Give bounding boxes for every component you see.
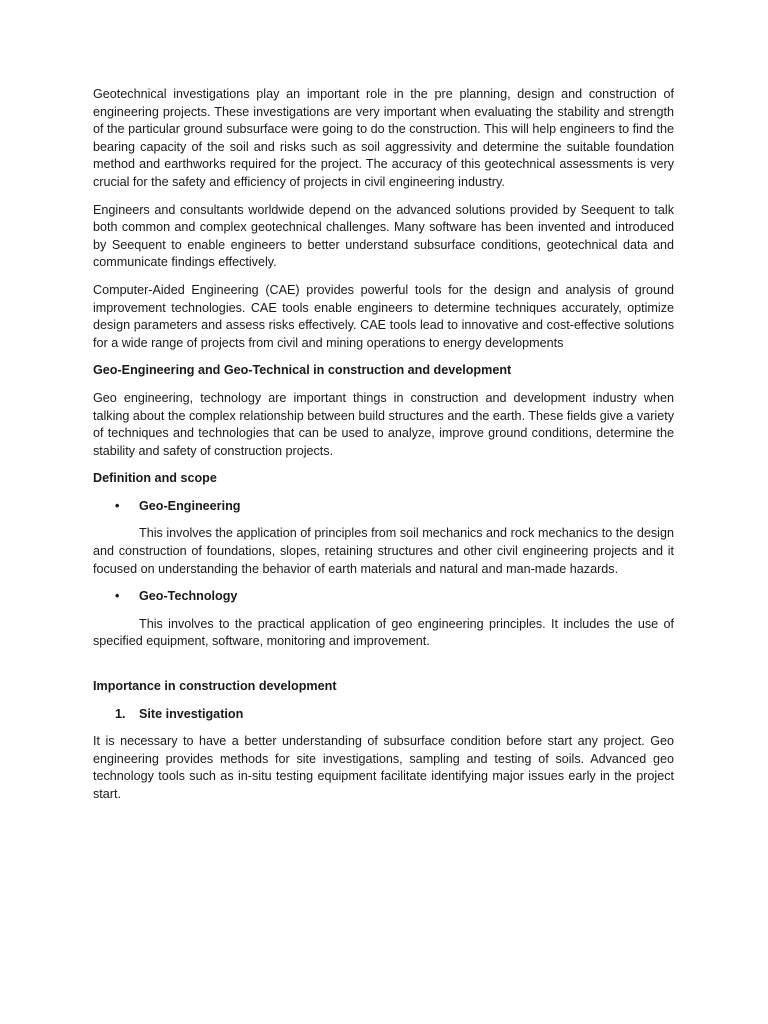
importance-heading: Importance in construction development — [93, 679, 337, 694]
spacer — [93, 661, 674, 678]
section-body-geo-engineering-technical: Geo engineering, technology are important things in construction and development industry when talking about the complex relationship between build structures and the earth. These fields give a variety of techniques and technologies that can be used to analyze, improve ground conditions, determine the stability and safety of construction projects. — [93, 390, 674, 458]
intro-paragraph: Geotechnical investigations play an important role in the pre planning, design and construction of engineering projects. These investigations are very important when evaluating the stability and strength of the particular ground subsurface were going to do the construction. This will help engineers to find the bearing capacity of the soil and risks such as soil aggressivity and determine the suitable foundation method and earthworks required for the project. The accuracy of this geotechnical assessments is very crucial for the safety and efficiency of projects in civil engineering industry. — [93, 87, 674, 189]
bullet-geo-engineering — [93, 498, 674, 516]
numbered-item-title: Site investigation — [139, 706, 244, 721]
bullet-title: Geo-Engineering — [139, 498, 241, 513]
geo-engineering-description: This involves the application of principles from soil mechanics and rock mechanics to the design and construction of foundations, slopes, retaining structures and other civil engineering projects and it focused on understanding the behavior of earth materials and natural and man-made hazards. — [93, 526, 674, 576]
cae-paragraph: Computer-Aided Engineering (CAE) provides powerful tools for the design and analysis of ground improvement technologies. CAE tools enable engineers to determine techniques accurately, optimize design parameters and assess risks effectively. CAE tools lead to innovative and cost-effective solutions for a wide range of projects from civil and mining operations to energy developments — [93, 282, 674, 350]
section-heading-geo-engineering-technical: Geo-Engineering and Geo-Technical in construction and development — [93, 363, 512, 378]
definition-scope-heading: Definition and scope — [93, 471, 217, 486]
bullet-title: Geo-Technology — [139, 589, 238, 604]
geo-technology-description: This involves to the practical application of geo engineering principles. It includes the use of specified equipment, software, monitoring and improvement. — [93, 616, 674, 649]
site-investigation-description: It is necessary to have a better understanding of subsurface condition before start any project. Geo engineering provides methods for site investigations, sampling and testing of soils. Advanced geo technology tools such as in-situ testing equipment facilitate identifying major issues early in the project start. — [93, 734, 674, 801]
list-number: 1. — [115, 706, 126, 721]
document-page — [93, 86, 674, 814]
seequent-paragraph: Engineers and consultants worldwide depend on the advanced solutions provided by Seequent to talk both common and complex geotechnical challenges. Many software has been invented and introduced by Seequent to enable engineers to better understand subsurface conditions, geotechnical data and communicate findings effectively. — [93, 202, 674, 270]
bullet-icon: • — [115, 589, 120, 604]
numbered-item-site-investigation — [93, 706, 674, 724]
bullet-geo-technology — [93, 588, 674, 606]
bullet-icon: • — [115, 498, 120, 513]
